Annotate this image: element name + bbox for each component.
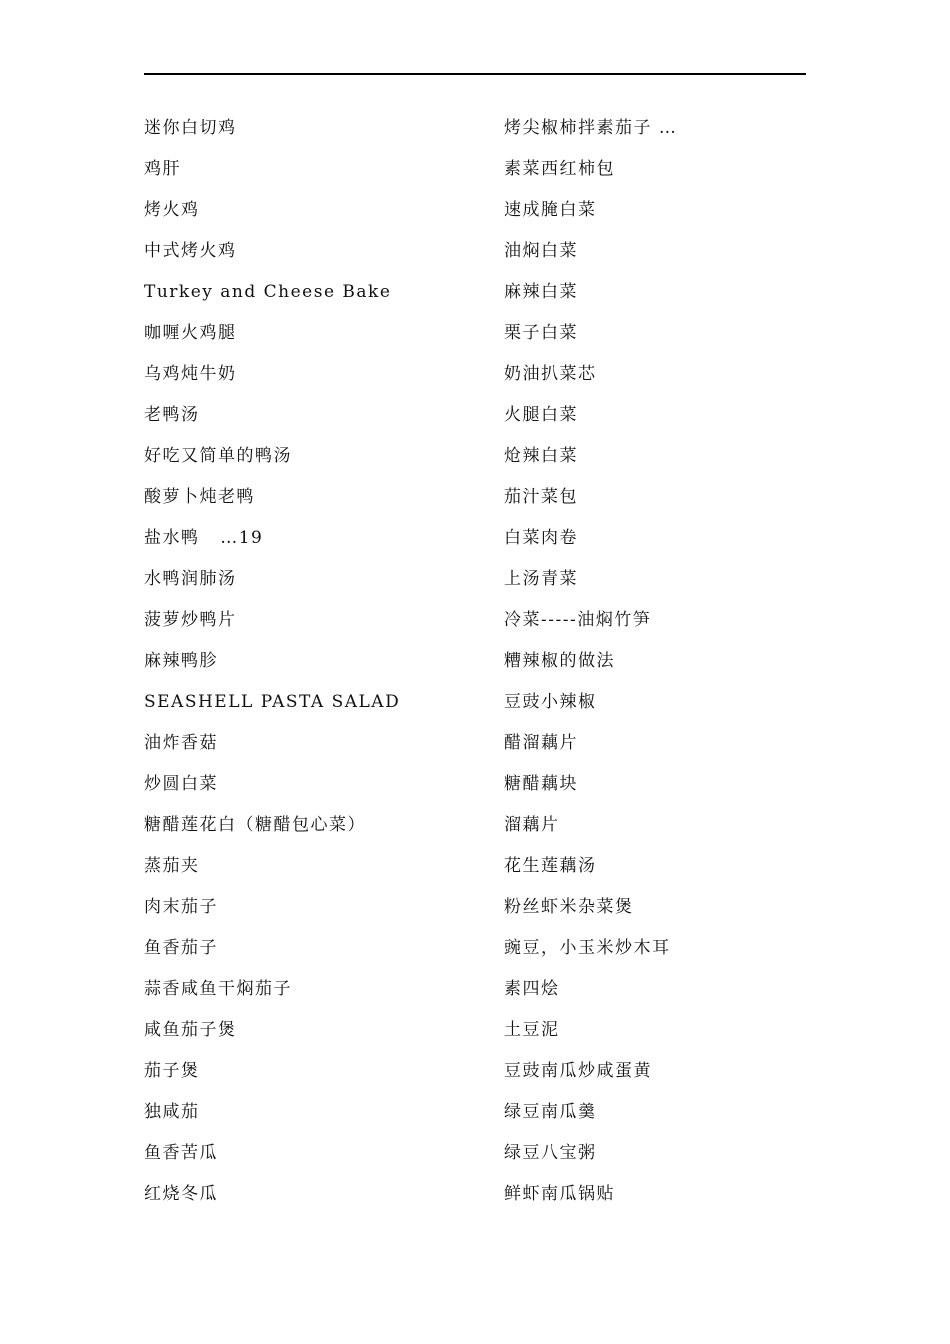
toc-entry[interactable]: 豆豉小辣椒 [504, 692, 597, 712]
toc-entry[interactable]: 老鸭汤 [144, 405, 200, 425]
toc-entry[interactable]: SEASHELL PASTA SALAD [144, 692, 401, 712]
toc-entry[interactable]: 鲜虾南瓜锅贴 [504, 1184, 615, 1204]
toc-entry[interactable]: 冷菜-----油焖竹笋 [504, 610, 652, 630]
toc-entry[interactable]: 糟辣椒的做法 [504, 651, 615, 671]
toc-entry[interactable]: 红烧冬瓜 [144, 1184, 218, 1204]
toc-entry[interactable]: 豆豉南瓜炒咸蛋黄 [504, 1061, 652, 1081]
toc-entry[interactable]: 火腿白菜 [504, 405, 578, 425]
toc-entry[interactable]: 烤尖椒柿拌素茄子 … [504, 118, 678, 138]
toc-entry[interactable]: 蒸茄夹 [144, 856, 200, 876]
toc-entry[interactable]: 好吃又简单的鸭汤 [144, 446, 292, 466]
toc-entry[interactable]: 麻辣鸭胗 [144, 651, 218, 671]
toc-entry[interactable]: 速成腌白菜 [504, 200, 597, 220]
toc-entry[interactable]: 白菜肉卷 [504, 528, 578, 548]
toc-entry[interactable]: 迷你白切鸡 [144, 118, 237, 138]
toc-entry[interactable]: 菠萝炒鸭片 [144, 610, 237, 630]
toc-entry[interactable]: 中式烤火鸡 [144, 241, 237, 261]
toc-entry[interactable]: 溜藕片 [504, 815, 560, 835]
toc-entry[interactable]: 鱼香苦瓜 [144, 1143, 218, 1163]
toc-entry[interactable]: 素四烩 [504, 979, 560, 999]
toc-entry[interactable]: 蒜香咸鱼干焖茄子 [144, 979, 292, 999]
toc-entry[interactable]: 炝辣白菜 [504, 446, 578, 466]
toc-entry[interactable]: 茄子煲 [144, 1061, 200, 1081]
toc-entry[interactable]: 独咸茄 [144, 1102, 200, 1122]
toc-entry[interactable]: 茄汁菜包 [504, 487, 578, 507]
toc-entry[interactable]: 油焖白菜 [504, 241, 578, 261]
toc-entry[interactable]: 绿豆八宝粥 [504, 1143, 597, 1163]
toc-entry[interactable]: 炒圆白菜 [144, 774, 218, 794]
toc-right-column [504, 108, 844, 1215]
toc-entry[interactable]: 上汤青菜 [504, 569, 578, 589]
toc-entry[interactable]: 酸萝卜炖老鸭 [144, 487, 255, 507]
toc-entry[interactable]: 鱼香茄子 [144, 938, 218, 958]
toc-entry[interactable]: 盐水鸭 …19 [144, 528, 264, 548]
toc-entry[interactable]: 油炸香菇 [144, 733, 218, 753]
toc-entry[interactable]: 乌鸡炖牛奶 [144, 364, 237, 384]
toc-entry[interactable]: 醋溜藕片 [504, 733, 578, 753]
toc-entry[interactable]: 栗子白菜 [504, 323, 578, 343]
toc-entry[interactable]: 糖醋藕块 [504, 774, 578, 794]
toc-entry[interactable]: 豌豆，小玉米炒木耳 [504, 938, 671, 958]
toc-entry[interactable]: 糖醋莲花白（糖醋包心菜） [144, 815, 366, 835]
toc-entry[interactable]: 粉丝虾米杂菜煲 [504, 897, 634, 917]
toc-entry[interactable]: 咸鱼茄子煲 [144, 1020, 237, 1040]
toc-entry[interactable]: 绿豆南瓜羹 [504, 1102, 597, 1122]
toc-left-column [144, 108, 484, 1215]
toc-entry[interactable]: 花生莲藕汤 [504, 856, 597, 876]
toc-entry[interactable]: 麻辣白菜 [504, 282, 578, 302]
toc-entry[interactable]: 鸡肝 [144, 159, 181, 179]
toc-entry[interactable]: 肉末茄子 [144, 897, 218, 917]
toc-entry[interactable]: 土豆泥 [504, 1020, 560, 1040]
toc-entry[interactable]: 奶油扒菜芯 [504, 364, 597, 384]
toc-entry[interactable]: 咖喱火鸡腿 [144, 323, 237, 343]
toc-entry[interactable]: 烤火鸡 [144, 200, 200, 220]
toc-entry[interactable]: 素菜西红柿包 [504, 159, 615, 179]
toc-entry[interactable]: 水鸭润肺汤 [144, 569, 237, 589]
header-rule [144, 73, 806, 75]
toc-entry[interactable]: Turkey and Cheese Bake [144, 282, 392, 302]
